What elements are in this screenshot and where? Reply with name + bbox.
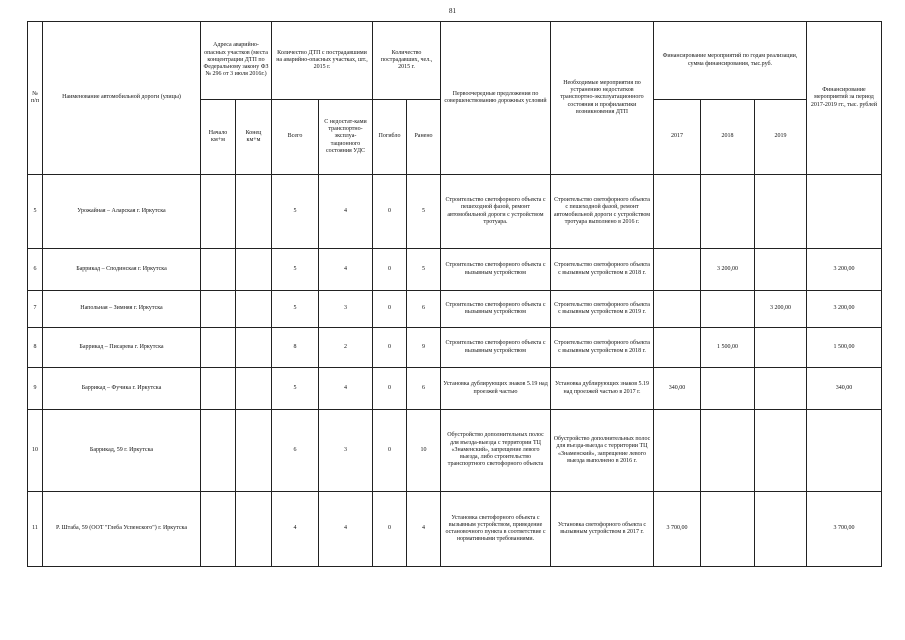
accidents-total: 5 — [272, 249, 319, 291]
col-2017-header: 2017 — [654, 100, 701, 175]
end-km — [236, 328, 272, 368]
accidents-uds: 4 — [319, 249, 373, 291]
proposal-text: Установка светофорного объекта с вызывным устройством, приведение остановочного пункта в соответствие с нормативными требованиями. — [441, 492, 551, 567]
header-row-1 — [28, 22, 882, 100]
accidents-total: 5 — [272, 175, 319, 249]
financing-2018 — [701, 492, 755, 567]
financing-2019: 3 200,00 — [755, 291, 807, 328]
row-number: 11 — [28, 492, 43, 567]
end-km — [236, 175, 272, 249]
injured-count: 9 — [407, 328, 441, 368]
financing-2018 — [701, 410, 755, 492]
col-financing-header: Финансирование мероприятий по годам реализации, сумма финансирования, тыс.руб. — [654, 22, 807, 100]
road-name: Баррикад, 59 г. Иркутска — [43, 410, 201, 492]
accident-sites-table — [27, 21, 882, 567]
end-km — [236, 410, 272, 492]
road-name: Урожайная – Аларская г. Иркутска — [43, 175, 201, 249]
financing-2017 — [654, 328, 701, 368]
accidents-uds: 3 — [319, 291, 373, 328]
col-addresses-header: Адреса аварийно-опасных участков (места концентрации ДТП по Федеральному закону ФЗ № 296 от 3 июля 2016г.) — [201, 22, 272, 100]
proposal-text: Строительство светофорного объекта с вызывным устройством — [441, 249, 551, 291]
financing-total: 340,00 — [807, 368, 882, 410]
financing-total: 3 700,00 — [807, 492, 882, 567]
accidents-total: 5 — [272, 368, 319, 410]
proposal-text: Строительство светофорного объекта с вызывным устройством — [441, 328, 551, 368]
start-km — [201, 175, 236, 249]
accidents-uds: 2 — [319, 328, 373, 368]
page-number: 81 — [449, 7, 456, 15]
row-number: 8 — [28, 328, 43, 368]
financing-2019 — [755, 368, 807, 410]
financing-2017 — [654, 291, 701, 328]
killed-count: 0 — [373, 175, 407, 249]
financing-total — [807, 175, 882, 249]
accidents-total: 5 — [272, 291, 319, 328]
killed-count: 0 — [373, 368, 407, 410]
measure-text: Установка дублирующих знаков 5.19 над проезжей частью в 2017 г. — [551, 368, 654, 410]
road-name: Баррикад – Сподинская г. Иркутска — [43, 249, 201, 291]
killed-count: 0 — [373, 328, 407, 368]
accidents-uds: 3 — [319, 410, 373, 492]
table-row — [28, 410, 882, 492]
col-acc-uds-header: С недостат-ками транспортно-эксплуа-тационного состояния УДС — [319, 100, 373, 175]
financing-2019 — [755, 492, 807, 567]
road-name: Напольная – Зимняя г. Иркутска — [43, 291, 201, 328]
measure-text: Строительство светофорного объекта с вызывным устройством в 2019 г. — [551, 291, 654, 328]
start-km — [201, 368, 236, 410]
accidents-total: 4 — [272, 492, 319, 567]
col-total-financing-header: Финансирование мероприятий за период 2017-2019 гг., тыс. рублей — [807, 22, 882, 175]
financing-2017 — [654, 175, 701, 249]
injured-count: 5 — [407, 175, 441, 249]
road-name: Р. Штаба, 59 (ООТ "Глеба Успенского") г. Иркутска — [43, 492, 201, 567]
financing-2018 — [701, 175, 755, 249]
col-injured-header: Ранено — [407, 100, 441, 175]
proposal-text: Установка дублирующих знаков 5.19 над проезжей частью — [441, 368, 551, 410]
financing-total: 3 200,00 — [807, 291, 882, 328]
proposal-text: Обустройство дополнительных полос для въезда-выезда с территории ТЦ «Знаменский», запрещение левого выезда, либо строительство транспортного светофорного объекта — [441, 410, 551, 492]
row-number: 10 — [28, 410, 43, 492]
table-row — [28, 492, 882, 567]
injured-count: 6 — [407, 291, 441, 328]
killed-count: 0 — [373, 249, 407, 291]
financing-2019 — [755, 410, 807, 492]
financing-2019 — [755, 175, 807, 249]
road-name: Баррикад – Писарева г. Иркутска — [43, 328, 201, 368]
table-row — [28, 291, 882, 328]
table-row — [28, 249, 882, 291]
col-end-header: Конец км+м — [236, 100, 272, 175]
col-accidents-header: Количество ДТП с пострадавшими на аварийно-опасных участках, шт., 2015 г. — [272, 22, 373, 100]
col-road-name-header: Наименование автомобильной дороги (улицы) — [43, 22, 201, 175]
financing-2018 — [701, 368, 755, 410]
col-acc-total-header: Всего — [272, 100, 319, 175]
table-row — [28, 368, 882, 410]
financing-2017 — [654, 249, 701, 291]
killed-count: 0 — [373, 410, 407, 492]
col-no-header: № п/п — [28, 22, 43, 175]
financing-2018: 3 200,00 — [701, 249, 755, 291]
financing-2018: 1 500,00 — [701, 328, 755, 368]
start-km — [201, 492, 236, 567]
accidents-total: 8 — [272, 328, 319, 368]
financing-total — [807, 410, 882, 492]
col-2019-header: 2019 — [755, 100, 807, 175]
row-number: 7 — [28, 291, 43, 328]
measure-text: Строительство светофорного объекта с вызывным устройством в 2018 г. — [551, 328, 654, 368]
injured-count: 10 — [407, 410, 441, 492]
table-row — [28, 175, 882, 249]
financing-2019 — [755, 328, 807, 368]
financing-2019 — [755, 249, 807, 291]
accidents-uds: 4 — [319, 492, 373, 567]
row-number: 5 — [28, 175, 43, 249]
measure-text: Строительство светофорного объекта с вызывным устройством в 2018 г. — [551, 249, 654, 291]
col-2018-header: 2018 — [701, 100, 755, 175]
col-proposals-header: Первоочередные предложения по совершенствованию дорожных условий — [441, 22, 551, 175]
end-km — [236, 249, 272, 291]
accidents-total: 6 — [272, 410, 319, 492]
injured-count: 6 — [407, 368, 441, 410]
start-km — [201, 249, 236, 291]
killed-count: 0 — [373, 291, 407, 328]
measure-text: Строительство светофорного объекта с пешеходной фазой, ремонт автомобильной дороги с устройством тротуара выполнено в 2016 г. — [551, 175, 654, 249]
accidents-uds: 4 — [319, 368, 373, 410]
financing-2017: 3 700,00 — [654, 492, 701, 567]
accidents-uds: 4 — [319, 175, 373, 249]
financing-total: 3 200,00 — [807, 249, 882, 291]
financing-2018 — [701, 291, 755, 328]
proposal-text: Строительство светофорного объекта с вызывным устройством — [441, 291, 551, 328]
end-km — [236, 291, 272, 328]
financing-2017 — [654, 410, 701, 492]
proposal-text: Строительство светофорного объекта с пешеходной фазой, ремонт автомобильной дороги с устройством тротуара. — [441, 175, 551, 249]
measure-text: Установка светофорного объекта с вызывным устройством в 2017 г. — [551, 492, 654, 567]
start-km — [201, 410, 236, 492]
col-victims-header: Количество пострадавших, чел., 2015 г. — [373, 22, 441, 100]
start-km — [201, 291, 236, 328]
col-killed-header: Погибло — [373, 100, 407, 175]
injured-count: 5 — [407, 249, 441, 291]
road-name: Баррикад – Фучика г. Иркутска — [43, 368, 201, 410]
col-start-header: Начало км+м — [201, 100, 236, 175]
injured-count: 4 — [407, 492, 441, 567]
row-number: 6 — [28, 249, 43, 291]
end-km — [236, 492, 272, 567]
end-km — [236, 368, 272, 410]
financing-total: 1 500,00 — [807, 328, 882, 368]
table-row — [28, 328, 882, 368]
financing-2017: 340,00 — [654, 368, 701, 410]
start-km — [201, 328, 236, 368]
col-measures-header: Необходимые мероприятия по устранению недостатков транспортно-эксплуатационного состояния и профилактики возникновения ДТП — [551, 22, 654, 175]
killed-count: 0 — [373, 492, 407, 567]
measure-text: Обустройство дополнительных полос для въезда-выезда с территории ТЦ «Знаменский», запрещение левого выезда выполнено в 2016 г. — [551, 410, 654, 492]
row-number: 9 — [28, 368, 43, 410]
